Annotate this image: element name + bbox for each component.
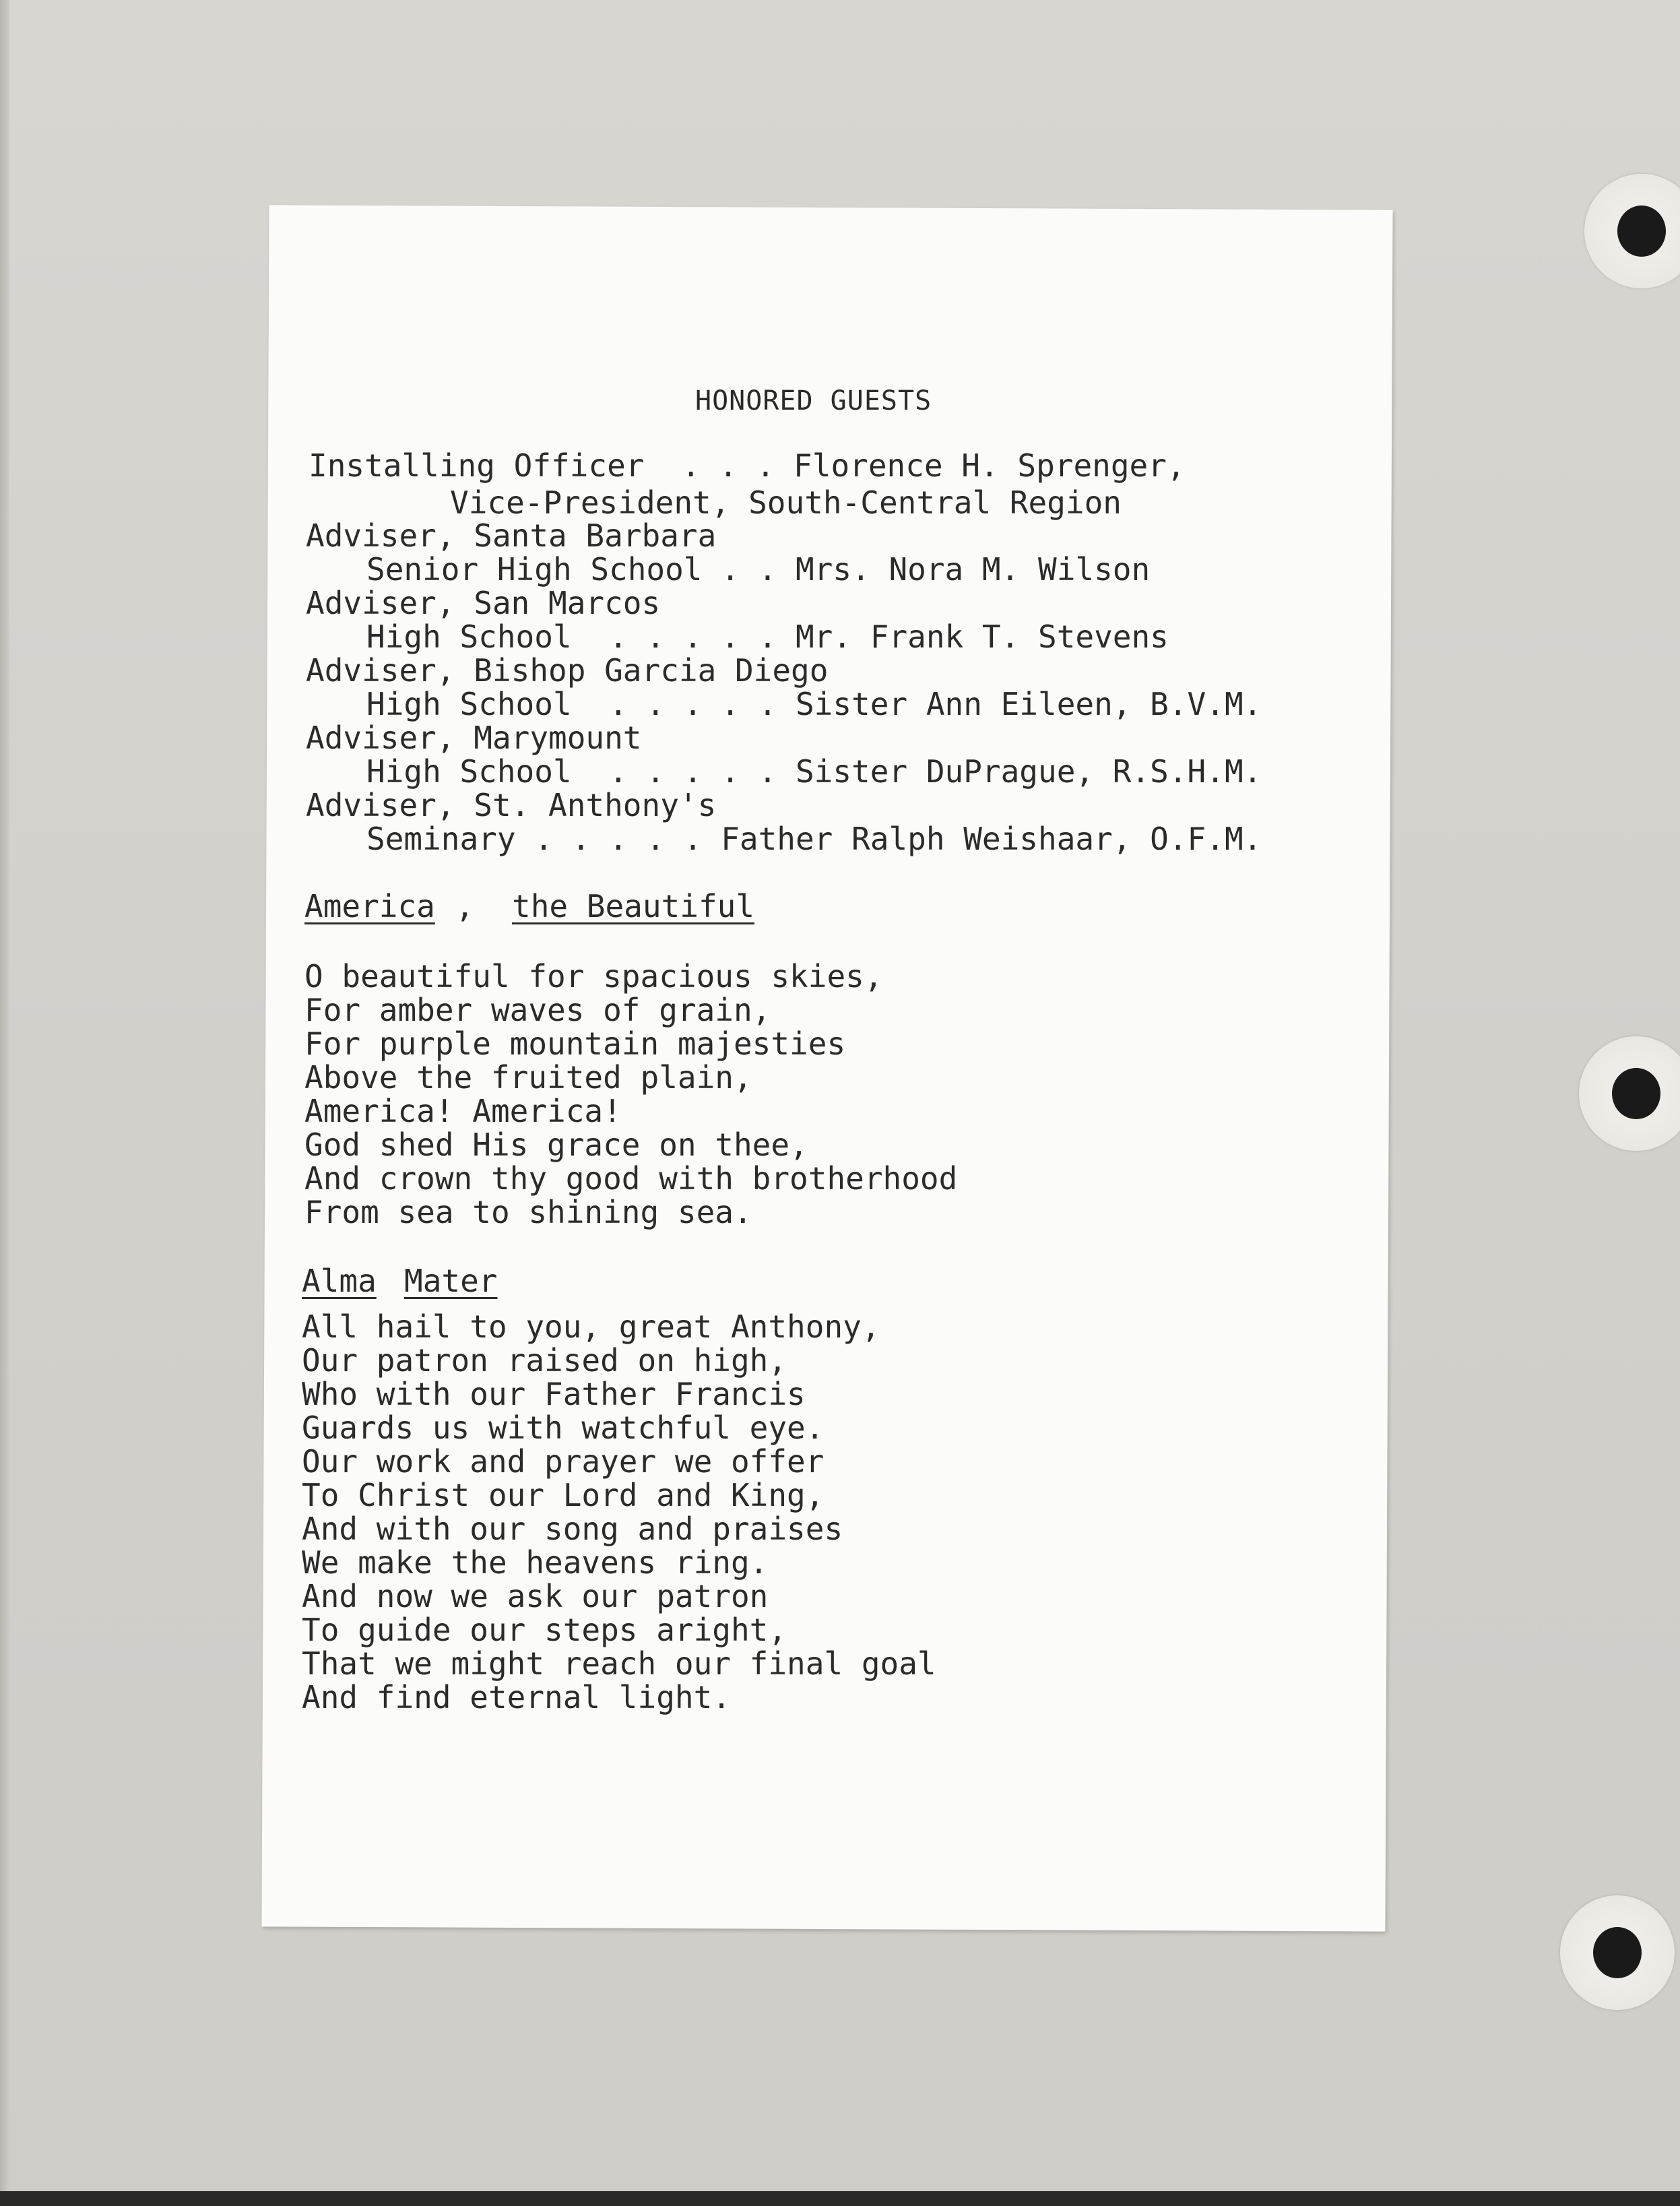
lyric-line: America! America!	[304, 1093, 622, 1129]
song-title-part: the Beautiful	[512, 888, 755, 924]
guest-line: Adviser, San Marcos	[306, 585, 661, 621]
lyric-line: All hail to you, great Anthony,	[302, 1309, 880, 1345]
song-title-part: Mater	[404, 1263, 498, 1299]
guest-line: High School . . . . . Mr. Frank T. Stevens	[366, 619, 1169, 655]
hole-icon	[1617, 206, 1666, 257]
page-bottom-shadow	[0, 2191, 1680, 2206]
guest-line: Adviser, Bishop Garcia Diego	[306, 652, 829, 689]
lyric-line: To guide our steps aright,	[302, 1612, 787, 1648]
lyric-line: That we might reach our final goal	[302, 1645, 936, 1682]
guest-line: Seminary . . . . . Father Ralph Weishaar, O.F.M.	[366, 821, 1262, 857]
lyric-line: Our patron raised on high,	[302, 1342, 787, 1379]
song-title-part: America	[304, 888, 435, 924]
page-edge	[0, 0, 9, 2206]
guest-line: Adviser, Santa Barbara	[306, 517, 717, 554]
lyric-line: We make the heavens ring.	[302, 1544, 769, 1581]
lyric-line: And now we ask our patron	[302, 1578, 769, 1614]
lyric-line: Guards us with watchful eye.	[302, 1410, 825, 1446]
guest-line: High School . . . . . Sister DuPrague, R.S.H.M.	[366, 753, 1262, 790]
lyric-line: For amber waves of grain,	[304, 992, 771, 1028]
lyric-line: From sea to shining sea.	[304, 1194, 752, 1230]
binder-hole-bottom	[1560, 1895, 1675, 2010]
hole-icon	[1612, 1068, 1660, 1119]
lyric-line: For purple mountain majesties	[304, 1026, 846, 1062]
lyric-line: God shed His grace on thee,	[304, 1127, 808, 1163]
lyric-line: And with our song and praises	[302, 1511, 843, 1547]
lyric-line: Above the fruited plain,	[304, 1059, 752, 1096]
lyric-line: To Christ our Lord and King,	[302, 1477, 825, 1513]
lyric-line: And find eternal light.	[302, 1679, 731, 1715]
page-title: HONORED GUESTS	[695, 385, 932, 416]
hole-icon	[1593, 1927, 1642, 1978]
guest-line: High School . . . . . Sister Ann Eileen, B.V.M.	[366, 686, 1262, 722]
lyric-line: And crown thy good with brotherhood	[304, 1160, 958, 1197]
lyric-line: Our work and prayer we offer	[302, 1443, 825, 1480]
guest-line: Installing Officer . . . Florence H. Sprenger,	[309, 447, 1186, 484]
guest-line: Adviser, Marymount	[306, 720, 642, 756]
guest-line: Vice-President, South-Central Region	[450, 484, 1122, 521]
guest-line: Senior High School . . Mrs. Nora M. Wilson	[366, 551, 1151, 588]
guest-line: Adviser, St. Anthony's	[306, 787, 717, 823]
song-title-part: Alma	[302, 1263, 377, 1299]
song-title-sep: ,	[455, 888, 474, 924]
lyric-line: Who with our Father Francis	[302, 1376, 806, 1412]
lyric-line: O beautiful for spacious skies,	[304, 958, 883, 995]
